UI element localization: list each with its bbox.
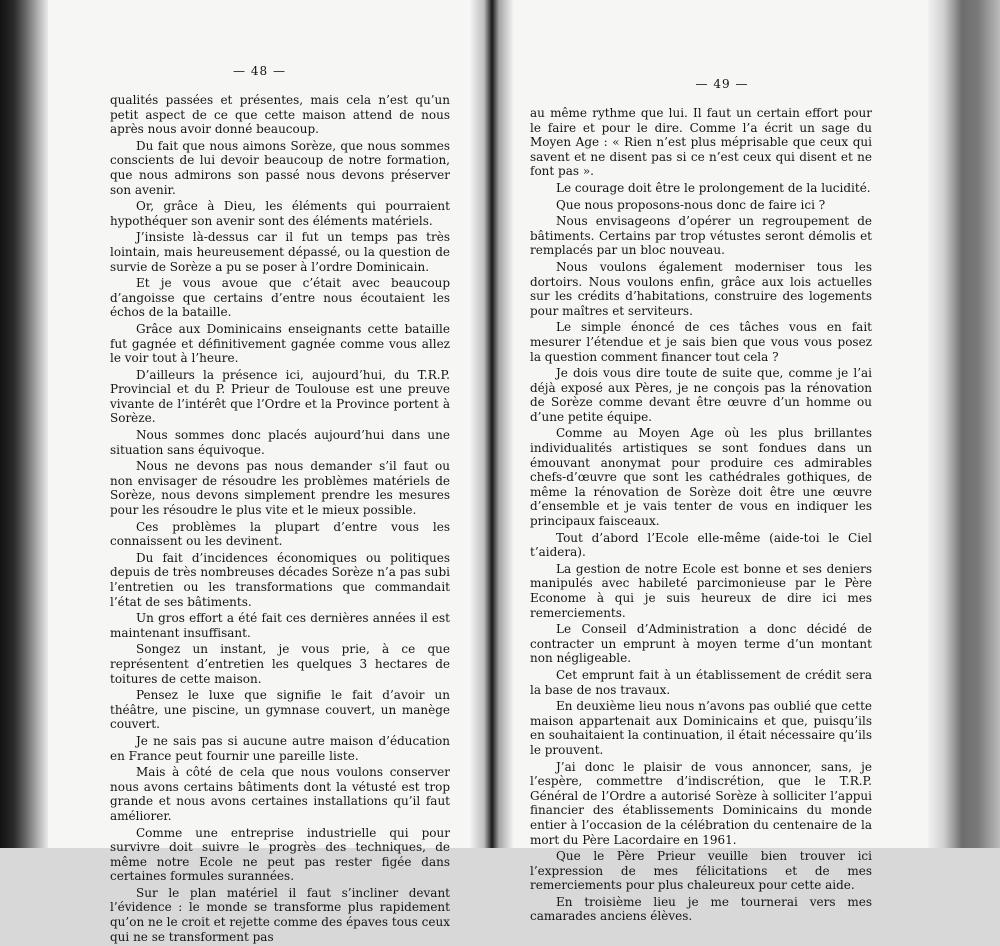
paragraph: Nous sommes donc placés aujourd’hui dans une situation sans équivoque. <box>110 428 450 457</box>
paragraph: Mais à côté de cela que nous voulons conserver nous avons certains bâtiments dont la vétusté est trop grande et nous avons certaines installations qu’il faut améliorer. <box>110 765 450 823</box>
paragraph: Que nous proposons-nous donc de faire ici ? <box>556 197 826 212</box>
paragraph: D’ailleurs la présence ici, aujourd’hui, du T.R.P. Provincial et du P. Prieur de Toulouse est une preuve vivante de l’intérêt que l’Ordre et la Province portent à Sorèze. <box>110 367 450 426</box>
paragraph: Grâce aux Dominicains enseignants cette bataille fut gagnée et définitivement gagnée comme vous allez le voir tout à l’heure. <box>110 321 450 366</box>
book-edge-right <box>928 0 1000 848</box>
paragraph: Or, grâce à Dieu, les éléments qui pourraient hypothéquer son avenir sont des éléments matériels. <box>110 199 450 228</box>
paragraph: Nous ne devons pas nous demander s’il faut ou non envisager de résoudre les problèmes matériels de Sorèze, nous devons simplement prendre les mesures pour les résoudre le plus vite et le mieux possible. <box>110 459 450 518</box>
paragraph: Sur le plan matériel il faut s’incliner devant l’évidence : le monde se transforme plus rapidement qu’on ne le croit et rejette comme des épaves tous ceux qui ne se transforment pas <box>110 885 450 944</box>
paragraph: Que le Père Prieur veuille bien trouver ici l’expression de mes félicitations et de mes remerciements pour plus chaleureux pour cette aide. <box>530 849 872 893</box>
paragraph: En deuxième lieu nous n’avons pas oublié que cette maison appartenait aux Dominicains et que, puisqu’ils en souhaitaient la continuation, il était nécessaire qu’ils le prouvent. <box>530 699 872 757</box>
left-page-text <box>110 93 450 946</box>
book-edge-left <box>0 0 48 848</box>
paragraph: Je ne sais pas si aucune autre maison d’éducation en France peut fournir une pareille liste. <box>110 733 450 763</box>
paragraph: Tout d’abord l’Ecole elle-même (aide-toi le Ciel t’aidera). <box>530 530 872 560</box>
paragraph: Pensez le luxe que signifie le fait d’avoir un théâtre, une piscine, un gymnase couvert, un manège couvert. <box>110 688 450 732</box>
paragraph: Ces problèmes la plupart d’entre vous les connaissent ou les devinent. <box>110 519 450 549</box>
paragraph: Comme une entreprise industrielle qui pour survivre doit suivre le progrès des techniques, de même notre Ecole ne peut pas rester figée dans certaines formules surannées. <box>110 825 450 884</box>
right-page-text <box>530 106 872 926</box>
paragraph: Cet emprunt fait à un établissement de crédit sera la base de nos travaux. <box>530 667 872 697</box>
paragraph: Du fait que nous aimons Sorèze, que nous sommes conscients de lui devoir beaucoup de notre formation, que nous admirons son passé nous devons préserver son avenir. <box>110 138 450 197</box>
paragraph: Nous envisageons d’opérer un regroupement de bâtiments. Certains par trop vétustes seront démolis et remplacés par un bloc nouveau. <box>530 214 872 258</box>
paragraph: Le Conseil d’Administration a donc décidé de contracter un emprunt à moyen terme d’un montant non négligeable. <box>530 622 872 666</box>
paragraph: Et je vous avoue que c’était avec beaucoup d’angoisse que certains d’entre nous écoutaient les échos de la bataille. <box>110 276 450 320</box>
paragraph: Nous voulons également moderniser tous les dortoirs. Nous voulons enfin, grâce aux lois actuelles sur les crédits d’habitations, construire des logements pour maîtres et serviteurs. <box>530 259 872 318</box>
page-number-left: — 48 — <box>233 64 286 78</box>
paragraph: Je dois vous dire toute de suite que, comme je l’ai déjà exposé aux Pères, je ne conçois pas la rénovation de Sorèze comme devant être œuvre d’un homme ou d’une petite équipe. <box>530 366 872 424</box>
paragraph: au même rythme que lui. Il faut un certain effort pour le faire et pour le dire. Comme l’a écrit un sage du Moyen Age : « Rien n’est plus méprisable que ceux qui savent et ne disent pas si ce n’est ceux qui disent et ne font pas ». <box>530 106 872 179</box>
right-page <box>514 0 930 924</box>
left-page <box>48 0 471 944</box>
paragraph: J’insiste là-dessus car il fut un temps pas très lointain, mais heureusement dépassé, ou la question de survie de Sorèze a pu se poser à l’ordre Dominicain. <box>110 230 450 274</box>
paragraph: qualités passées et présentes, mais cela n’est qu’un petit aspect de ce que cette maison attend de nous après nous avoir donné beaucoup. <box>110 93 450 137</box>
paragraph: La gestion de notre Ecole est bonne et ses deniers manipulés avec habileté parcimonieuse par le Père Econome à qui je suis heureux de dire ici mes remerciements. <box>530 561 872 620</box>
page-number-right: — 49 — <box>695 77 749 91</box>
paragraph: Le courage doit être le prolongement de la lucidité. <box>556 180 871 195</box>
paragraph: En troisième lieu je me tournerai vers mes camarades anciens élèves. <box>530 894 872 924</box>
paragraph: Un gros effort a été fait ces dernières années il est maintenant insuffisant. <box>110 611 450 640</box>
paragraph: Comme au Moyen Age où les plus brillantes individualités artistiques se sont fondues dans un émouvant anonymat pour produire ces admirables chefs-d’œuvre que sont les cathédrales gothiques, de même la rénovation de Sorèze doit être une œuvre d’ensemble et je vais tenter de vous en indiquer les principaux faisceaux. <box>530 426 872 529</box>
book-gutter <box>470 0 514 848</box>
paragraph: J’ai donc le plaisir de vous annoncer, sans, je l’espère, commettre d’indiscrétion, que le T.R.P. Général de l’Ordre a autorisé Sorèze à solliciter l’appui financier des établissements Dominicains du monde entier à l’occasion de la célébration du centenaire de la mort du Père Lacordaire en 1961. <box>530 759 872 847</box>
paragraph: Songez un instant, je vous prie, à ce que représentent d’entretien les quelques 3 hectares de toitures de cette maison. <box>110 642 450 686</box>
paragraph: Du fait d’incidences économiques ou politiques depuis de très nombreuses décades Sorèze n’a pas subi l’entretien ou les transformations que commandait l’état de ses bâtiments. <box>110 550 450 609</box>
paragraph: Le simple énoncé de ces tâches vous en fait mesurer l’étendue et je sais bien que vous vous posez la question comment financer tout cela ? <box>530 320 872 364</box>
